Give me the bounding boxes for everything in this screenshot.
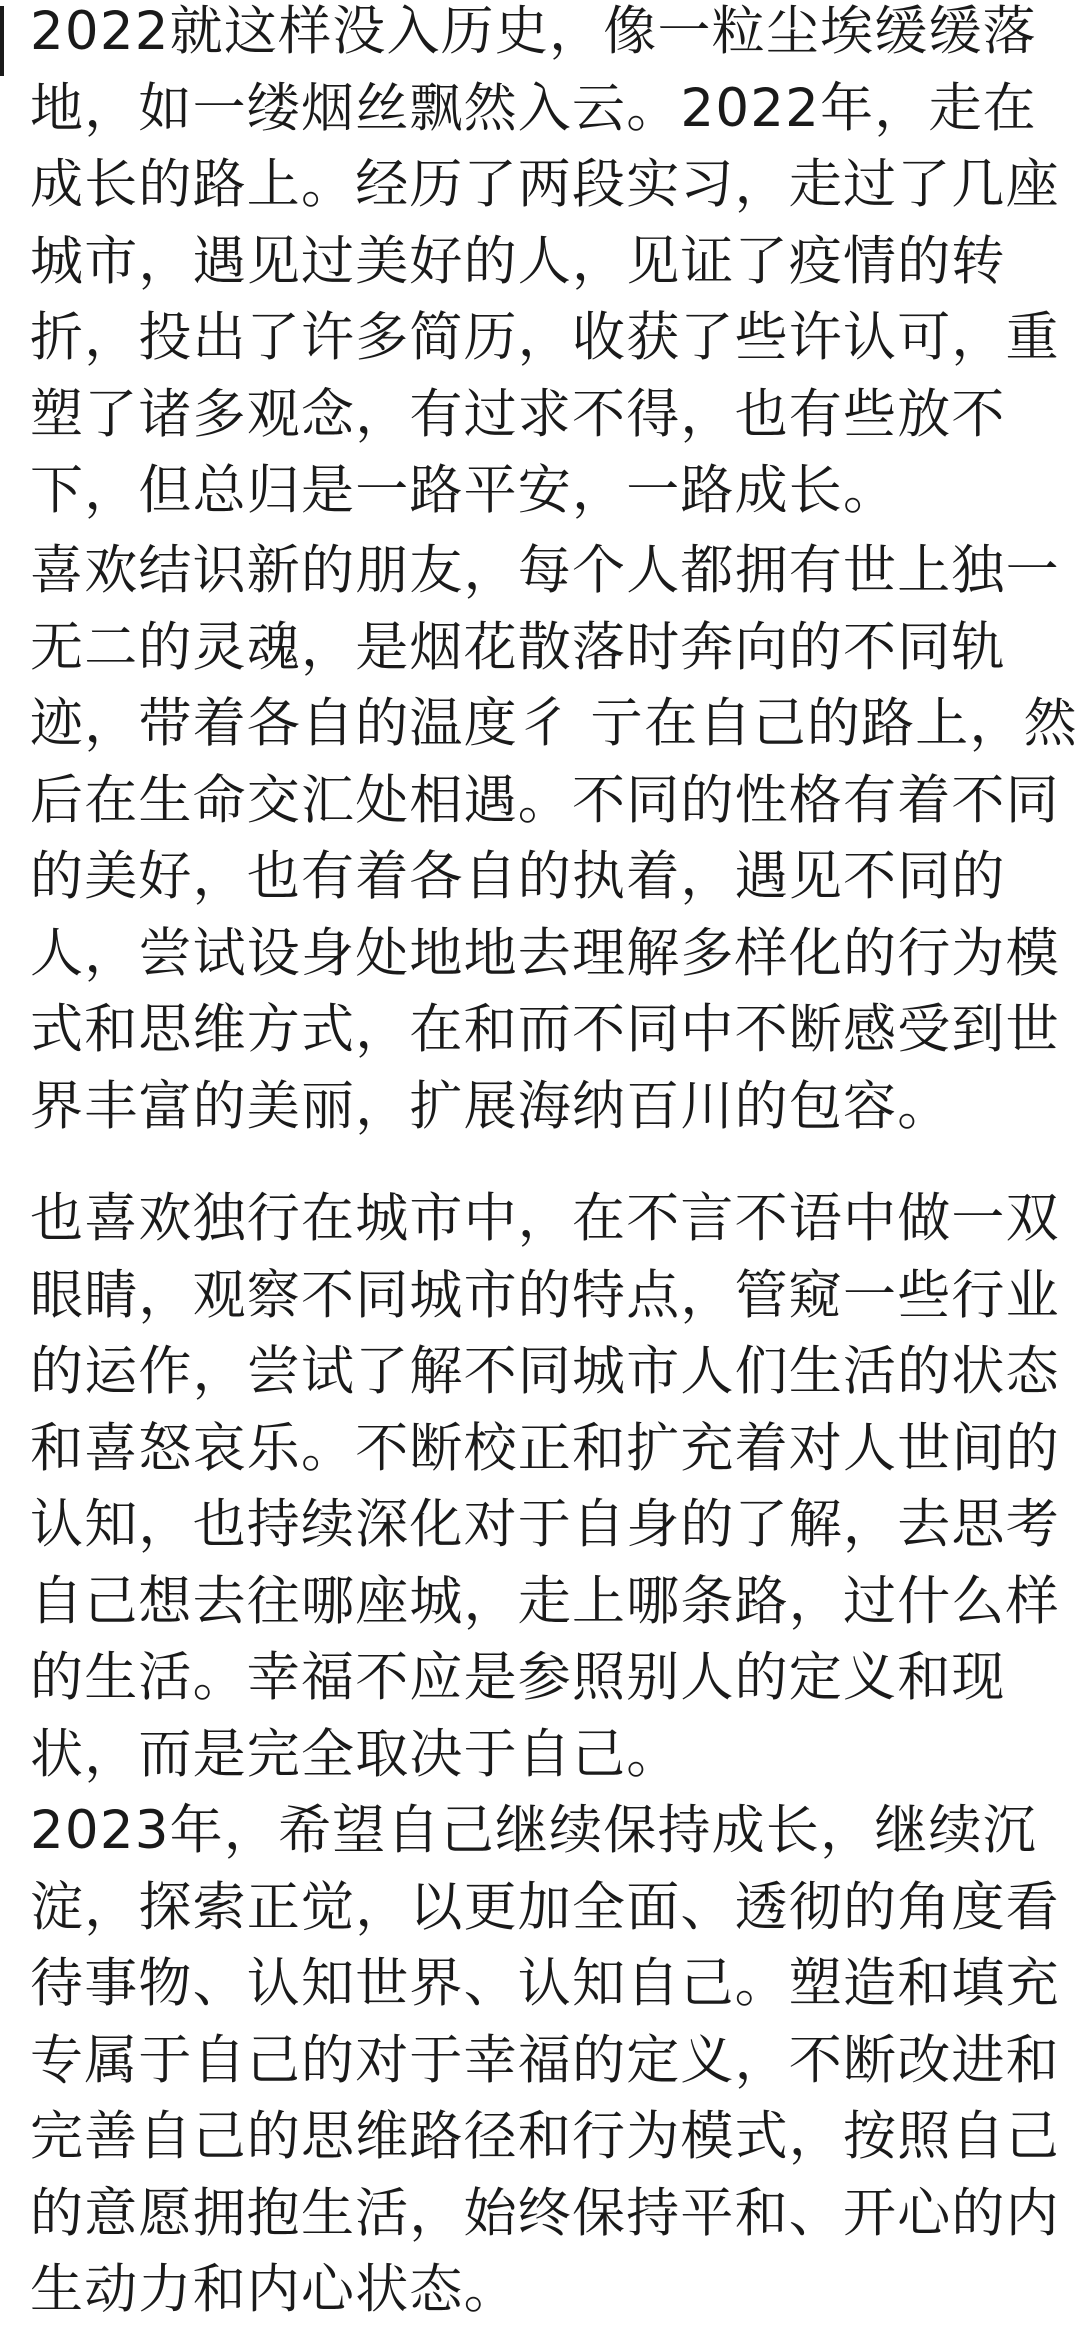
text-line: 的意愿拥抱生活，始终保持平和、开心的内 — [30, 2182, 1060, 2244]
text-line: 眼睛，观察不同城市的特点，管窥一些行业 — [30, 1264, 1060, 1326]
text-line: 生动力和内心状态。 — [30, 2259, 518, 2320]
paragraph-2 — [30, 533, 1078, 1145]
text-cursor — [0, 6, 4, 76]
text-line: 喜欢结识新的朋友，每个人都拥有世上独一 — [30, 540, 1060, 601]
text-line: 待事物、认知世界、认知自己。塑造和填充 — [30, 1953, 1060, 2014]
text-line: 界丰富的美丽，扩展海纳百川的包容。 — [30, 1075, 952, 1137]
text-line: 城市，遇见过美好的人，见证了疫情的转 — [30, 230, 1006, 292]
text-line: 折，投出了许多简历，收获了些许认可，重 — [30, 307, 1060, 368]
text-line: 专属于自己的对于幸福的定义，不断改进和 — [30, 2029, 1060, 2091]
paragraph-4 — [30, 1793, 1070, 2329]
text-line: 的美好，也有着各自的执着，遇见不同的 — [30, 846, 1006, 907]
text-line: 的生活。幸福不应是参照别人的定义和现 — [30, 1647, 1006, 1708]
text-line: 塑了诸多观念，有过求不得，也有些放不 — [30, 383, 1006, 445]
text-line: 2023年，希望自己继续保持成长，继续沉 — [30, 1800, 1037, 1861]
text-line: 下，但总归是一路平安，一路成长。 — [30, 460, 898, 521]
text-line: 式和思维方式，在和而不同中不断感受到世 — [30, 999, 1060, 1060]
text-line: 无二的灵魂，是烟花散落时奔向的不同轨 — [30, 616, 1006, 678]
text-line: 认知，也持续深化对于自身的了解，去思考 — [30, 1494, 1060, 1555]
paragraph-1 — [30, 0, 1070, 530]
text-line: 地，如一缕烟丝飘然入云。2022年，走在 — [30, 77, 1037, 139]
paragraph-3 — [30, 1181, 1070, 1793]
text-line: 2022就这样没入历史，像一粒尘埃缓缓落 — [30, 1, 1037, 62]
text-line: 和喜怒哀乐。不断校正和扩充着对人世间的 — [30, 1417, 1060, 1479]
text-line: 迹，带着各自的温度彳 亍在自己的路上，然 — [30, 693, 1078, 754]
text-line: 成长的路上。经历了两段实习，走过了几座 — [30, 154, 1060, 215]
text-line: 人，尝试设身处地地去理解多样化的行为模 — [30, 922, 1060, 984]
text-line: 后在生命交汇处相遇。不同的性格有着不同 — [30, 769, 1060, 831]
text-line: 状，而是完全取决于自己。 — [30, 1723, 681, 1785]
text-line: 淀，探索正觉，以更加全面、透彻的角度看 — [30, 1876, 1060, 1938]
text-line: 也喜欢独行在城市中，在不言不语中做一双 — [30, 1188, 1060, 1249]
text-line: 完善自己的思维路径和行为模式，按照自己 — [30, 2106, 1060, 2167]
text-line: 的运作，尝试了解不同城市人们生活的状态 — [30, 1341, 1060, 1402]
text-line: 自己想去往哪座城，走上哪条路，过什么样 — [30, 1570, 1060, 1632]
